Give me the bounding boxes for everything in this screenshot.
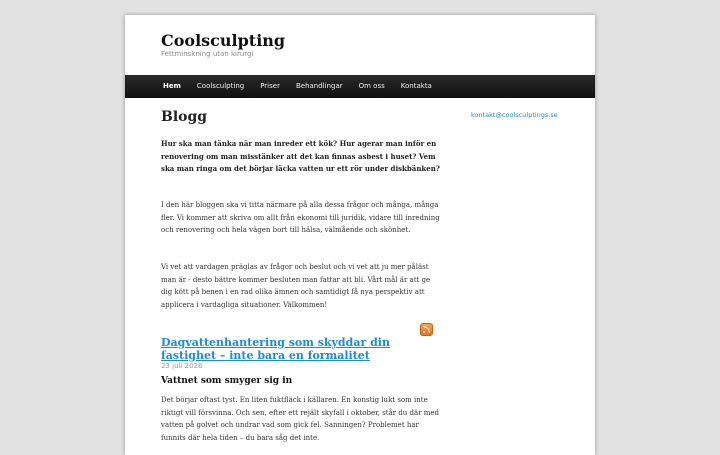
contact-email-link[interactable]: kontakt@coolsculptings.se (471, 111, 558, 119)
nav-item-kontakta[interactable]: Kontakta (400, 82, 432, 90)
rss-feed-icon[interactable] (420, 323, 433, 336)
site-description: Fettminskning utan kirurgi (161, 50, 254, 58)
nav-item-om-oss[interactable]: Om oss (358, 82, 385, 90)
intro-question: Hur ska man tänka när man inreder ett kök? Hur agerar man inför en renovering om man misstänker att det kan finnas asbest i huset? Vem ska man ringa om det börjar läcka vatten ur ett rör under diskbänken? (161, 139, 440, 173)
post-title-link[interactable]: Dagvattenhantering som skyddar din fastighet – inte bara en formalitet (161, 336, 390, 362)
post-subtitle: Vattnet som smyger sig in (161, 376, 293, 386)
nav-item-coolsculpting[interactable]: Coolsculpting (196, 82, 245, 90)
site-title[interactable]: Coolsculpting (161, 31, 286, 50)
intro-paragraph: I den här bloggen ska vi titta närmare på alla dessa frågor och många, många fler. Vi kommer att skriva om allt från ekonomi till juridik, vidare till inredning och renovering och hela vägen bort till hälsa, välmående och skönhet. (161, 201, 440, 234)
page-container (125, 15, 595, 455)
nav-item-hem[interactable]: Hem (163, 82, 181, 90)
post-excerpt: Det börjar oftast tyst. En liten fuktfläck i källaren. En konstig lukt som inte riktigt vill försvinna. Och sen, efter ett rejält skyfall i oktober, står du där med vatten på golvet och undrar vad som gick fel. Sanningen? Problemet har funnits där hela tiden – du bara såg det inte. (161, 396, 440, 442)
intro-paragraph-2: Vi vet att vardagen präglas av frågor och beslut och vi vet att ju mer påläst man är - desto bättre kommer besluten man fattar att bli. Vårt mål är att ge dig kött på benen i en rad olika ämnen och samtidigt få nya perspektiv att applicera i vardagliga situationer. Välkommen! (161, 263, 431, 309)
main-navigation (125, 75, 595, 98)
nav-item-behandlingar[interactable]: Behandlingar (295, 82, 343, 90)
page-title: Blogg (161, 109, 208, 125)
post-date: 23 juli 2026 (161, 362, 203, 370)
nav-item-priser[interactable]: Priser (260, 82, 280, 90)
